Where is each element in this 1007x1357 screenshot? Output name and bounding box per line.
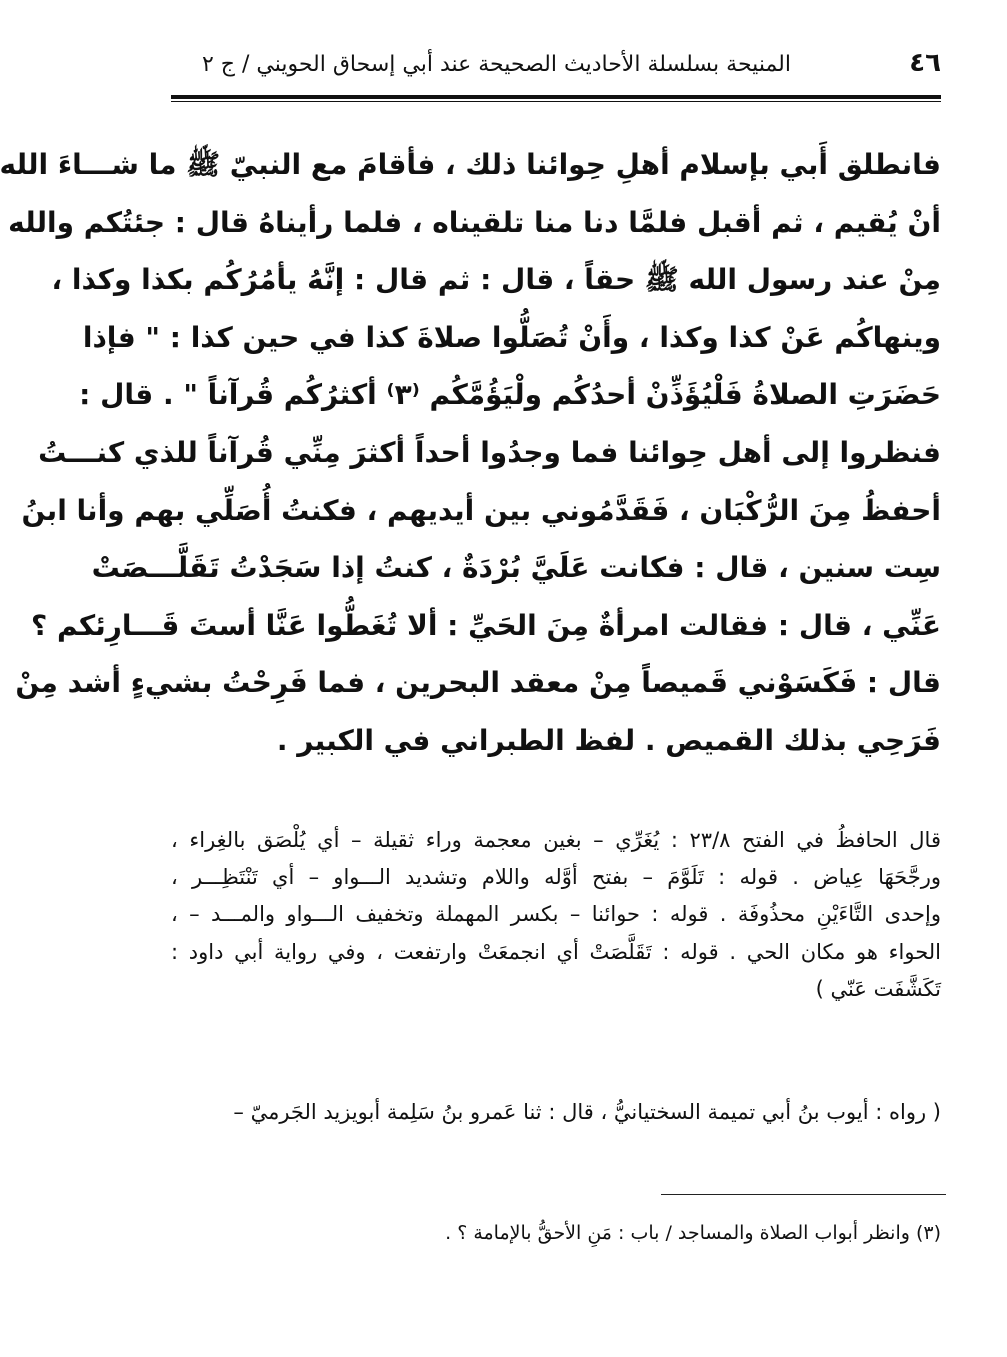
commentary-line: قال الحافظُ في الفتح ٢٣/٨ : يُغَرِّي – بغين معجمة وراء ثقيلة – أي يُلْصَق بالغِراء ، — [171, 828, 941, 852]
text-line: عَنِّي ، قال : فقالت امرأةٌ مِنَ الحَيِّ : ألا تُغَطُّوا عَنَّا أستَ قَـــارِئكم ؟ — [30, 608, 941, 642]
riwayah-line: ( رواه : أيوب بنُ أبي تميمة السختيانيُّ ، قال : ثنا عَمرو بنُ سَلِمة أبويزيد الجَرميّ – — [233, 1100, 941, 1124]
commentary-line: وإحدى التَّاءَيْنِ محذُوفَة . قوله : حوائنا – بكسر المهملة وتخفيف الـــواو والمـــد – ، — [171, 902, 941, 927]
text-line: فَرَحِي بذلك القميص . لفظ الطبراني في الكبير . — [276, 723, 941, 757]
text-line: وينهاكُم عَنْ كذا وكذا ، وأَنْ تُصَلُّوا صلاةَ كذا في حين كذا : " فإذا — [82, 320, 941, 354]
text-line: أحفظُ مِنَ الرُّكْبَان ، فَقَدَّمُوني بين أيديهم ، فكنتُ أُصَلِّي بهم وأنا ابنُ — [21, 493, 941, 527]
hadith-text — [0, 136, 941, 770]
footnote: (٣) وانظر أبواب الصلاة والمساجد / باب : مَنِ الأحقُّ بالإمامة ؟ . — [445, 1222, 941, 1244]
text-line: أنْ يُقيم ، ثم أقبل فلمَّا دنا منا تلقيناه ، فلما رأيناهُ قال : جئتُكم والله — [8, 205, 941, 239]
text-line: فانطلق أَبي بإسلام أهلِ حِوائنا ذلك ، فأقامَ مع النبيّ ﷺ ما شـــاءَ الله — [0, 148, 941, 181]
commentary-block — [171, 822, 941, 1008]
header-rule-thin — [171, 101, 941, 102]
footnote-separator — [661, 1194, 946, 1195]
text-line: حَضَرَتِ الصلاةُ فَلْيُؤَذِّنْ أحدُكُم ولْيَؤُمَّكُم ⁽٣⁾ أكثرُكُم قُرآناً " . قال : — [79, 378, 941, 412]
running-title: المنيحة بسلسلة الأحاديث الصحيحة عند أبي إسحاق الحويني / ج ٢ — [201, 52, 791, 77]
text-line: سِت سنين ، قال : فكانت عَلَيَّ بُرْدَةٌ ، كنتُ إذا سَجَدْتُ تَقَلَّـــصَتْ — [91, 551, 941, 585]
commentary-line: ورجَّحَهَا عِياض . قوله : تَلَوَّمَ – بفتح أوَّله واللام وتشديد الـــواو – أي تَنْتَظِـــر ، — [171, 865, 941, 890]
text-line: قال : فَكَسَوْني قَميصاً مِنْ معقد البحرين ، فما فَرِحْتُ بشيءٍ أشد مِنْ — [15, 666, 941, 700]
text-line: فنظروا إلى أهل حِوائنا فما وجدُوا أحداً أكثرَ مِنِّي قُرآناً للذي كنـــتُ — [38, 435, 941, 469]
page-number: ٤٦ — [909, 48, 941, 78]
page-header — [171, 44, 941, 90]
commentary-line: الحواء هو مكان الحي . قوله : تَقَلَّصَتْ أي انجمعَتْ وارتفعت ، وفي رواية أبي داود : — [171, 939, 941, 964]
header-rule — [171, 95, 941, 99]
text-line: مِنْ عند رسول الله ﷺ حقاً ، قال : ثم قال : إنَّهُ يأمُرُكُم بكذا وكذا ، — [51, 263, 941, 297]
commentary-line: تَكَشَّفَت عَنّي ) — [815, 976, 941, 1001]
